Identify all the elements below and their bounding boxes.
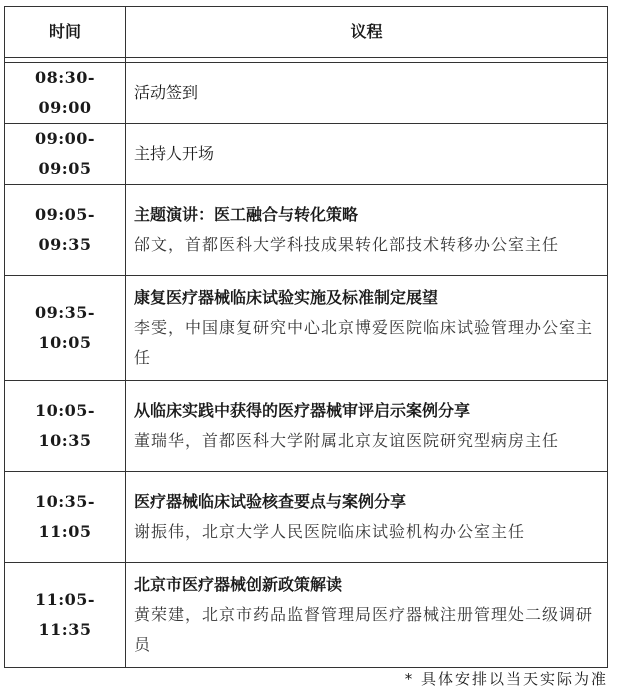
row-title: 主题演讲：医工融合与转化策略 xyxy=(134,205,359,224)
agenda-table xyxy=(4,6,608,668)
row-time: 09:00-09:05 xyxy=(5,124,126,185)
row-time: 10:05-10:35 xyxy=(5,381,126,472)
header-row xyxy=(5,7,608,58)
row-title: 主持人开场 xyxy=(134,144,215,163)
agenda-row xyxy=(5,472,608,563)
row-speaker: 邰文，首都医科大学科技成果转化部技术转移办公室主任 xyxy=(134,235,560,254)
row-time: 09:35-10:05 xyxy=(5,276,126,381)
row-content xyxy=(126,563,608,668)
row-speaker: 黄荣建，北京市药品监督管理局医疗器械注册管理处二级调研员 xyxy=(134,605,594,654)
row-title: 医疗器械临床试验核查要点与案例分享 xyxy=(134,492,407,511)
agenda-row xyxy=(5,124,608,185)
agenda-row xyxy=(5,563,608,668)
agenda-row xyxy=(5,63,608,124)
row-content xyxy=(126,381,608,472)
row-time: 09:05-09:35 xyxy=(5,185,126,276)
row-content xyxy=(126,276,608,381)
row-title: 从临床实践中获得的医疗器械审评启示案例分享 xyxy=(134,401,471,420)
row-speaker: 李雯，中国康复研究中心北京博爱医院临床试验管理办公室主任 xyxy=(134,318,594,367)
footnote: * 具体安排以当天实际为准 xyxy=(404,670,608,688)
agenda-row xyxy=(5,276,608,381)
row-speaker: 谢振伟，北京大学人民医院临床试验机构办公室主任 xyxy=(134,522,526,541)
row-title: 北京市医疗器械创新政策解读 xyxy=(134,575,343,594)
row-time: 10:35-11:05 xyxy=(5,472,126,563)
row-content xyxy=(126,185,608,276)
row-speaker: 董瑞华，首都医科大学附属北京友谊医院研究型病房主任 xyxy=(134,431,560,450)
agenda-row xyxy=(5,185,608,276)
row-title: 康复医疗器械临床试验实施及标准制定展望 xyxy=(134,288,439,307)
agenda-row xyxy=(5,381,608,472)
row-title: 活动签到 xyxy=(134,83,199,102)
row-time: 08:30-09:00 xyxy=(5,63,126,124)
row-time: 11:05-11:35 xyxy=(5,563,126,668)
row-content xyxy=(126,472,608,563)
row-content xyxy=(126,63,608,124)
header-agenda: 议程 xyxy=(126,7,608,58)
header-time: 时间 xyxy=(5,7,126,58)
row-content xyxy=(126,124,608,185)
